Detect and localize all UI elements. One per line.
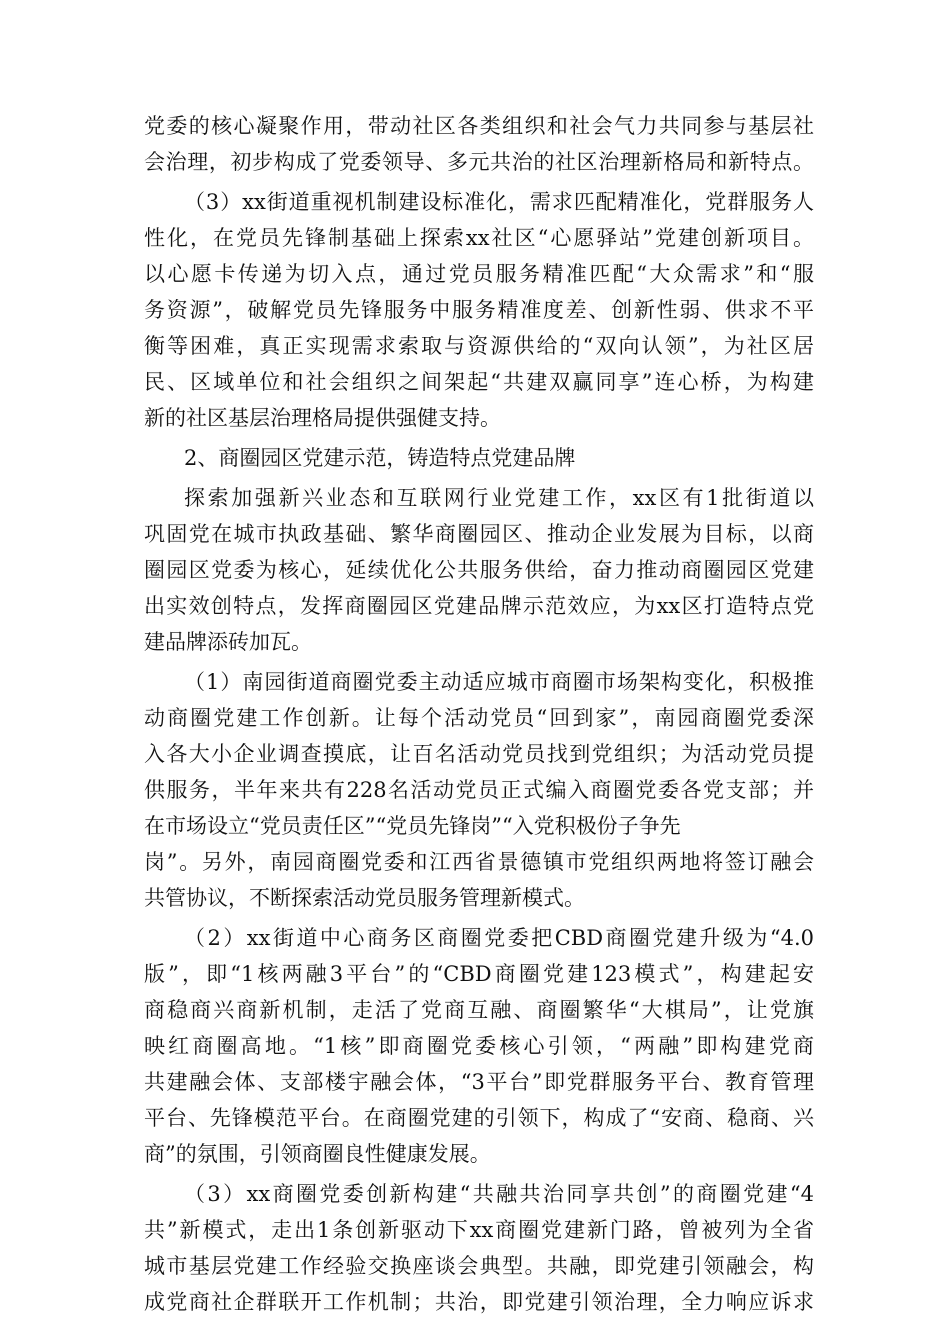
text-line: 以心愿卡传递为切入点，通过党员服务精准匹配“大众需求”和“服 — [144, 262, 814, 286]
paragraph-first-line: （3）xx商圈党委创新构建“共融共治同享共创”的商圈党建“4 — [184, 1182, 814, 1206]
text-line: 共建融会体、支部楼宇融会体，“3平台”即党群服务平台、教育管理 — [144, 1070, 814, 1094]
text-line: 巩固党在城市执政基础、繁华商圈园区、推动企业发展为目标，以商 — [144, 522, 814, 546]
text-line: 在市场设立“党员责任区”“党员先锋岗”“入党积极份子争先 — [144, 814, 681, 838]
paragraph-first-line: 探索加强新兴业态和互联网行业党建工作，xx区有1批街道以 — [184, 486, 814, 510]
text-line: 版”，即“1核两融3平台”的“CBD商圈党建123模式”，构建起安 — [144, 962, 814, 986]
paragraph-first-line: （2）xx街道中心商务区商圈党委把CBD商圈党建升级为“4.0 — [184, 926, 814, 950]
text-line: 平台、先锋模范平台。在商圈党建的引领下，构成了“安商、稳商、兴 — [144, 1106, 814, 1130]
text-line: 圈园区党委为核心，延续优化公共服务供给，奋力推动商圈园区党建 — [144, 558, 814, 582]
text-line: 务资源”，破解党员先锋服务中服务精准度差、创新性弱、供求不平 — [144, 298, 814, 322]
text-line: 会治理，初步构成了党委领导、多元共治的社区治理新格局和新特点。 — [144, 150, 814, 174]
text-line: 商稳商兴商新机制，走活了党商互融、商圈繁华“大棋局”，让党旗 — [144, 998, 814, 1022]
text-line: 衡等困难，真正实现需求索取与资源供给的“双向认领”，为社区居 — [144, 334, 814, 358]
text-line: 商”的氛围，引领商圈良性健康发展。 — [144, 1142, 491, 1166]
text-line: 映红商圈高地。“1核”即商圈党委核心引领，“两融”即构建党商 — [144, 1034, 814, 1058]
text-line: 岗”。另外，南园商圈党委和江西省景德镇市党组织两地将签订融会 — [144, 850, 814, 874]
paragraph-first-line: （1）南园街道商圈党委主动适应城市商圈市场架构变化，积极推 — [184, 670, 814, 694]
text-line: 新的社区基层治理格局提供强健支持。 — [144, 406, 501, 430]
text-line: 共管协议，不断探索活动党员服务管理新模式。 — [144, 886, 585, 910]
text-line: 党委的核心凝聚作用，带动社区各类组织和社会气力共同参与基层社 — [144, 114, 814, 138]
paragraph-first-line: （3）xx街道重视机制建设标准化，需求匹配精准化，党群服务人 — [184, 190, 814, 214]
text-line: 城市基层党建工作经验交换座谈会典型。共融，即党建引领融会，构 — [144, 1254, 814, 1278]
text-line: 民、区域单位和社会组织之间架起“共建双赢同享”连心桥，为构建 — [144, 370, 814, 394]
section-heading: 2、商圈园区党建示范，铸造特点党建品牌 — [184, 446, 576, 470]
text-line: 共”新模式，走出1条创新驱动下xx商圈党建新门路，曾被列为全省 — [144, 1218, 814, 1242]
text-line: 出实效创特点，发挥商圈园区党建品牌示范效应，为xx区打造特点党 — [144, 594, 814, 618]
text-line: 入各大小企业调查摸底，让百名活动党员找到党组织；为活动党员提 — [144, 742, 814, 766]
text-line: 性化，在党员先锋制基础上探索xx社区“心愿驿站”党建创新项目。 — [144, 226, 814, 250]
text-line: 供服务，半年来共有228名活动党员正式编入商圈党委各党支部；并 — [144, 778, 814, 802]
text-line: 动商圈党建工作创新。让每个活动党员“回到家”，南园商圈党委深 — [144, 706, 814, 730]
text-line: 建品牌添砖加瓦。 — [144, 630, 312, 654]
text-line: 成党商社企群联开工作机制；共治，即党建引领治理，全力响应诉求 — [144, 1290, 814, 1314]
